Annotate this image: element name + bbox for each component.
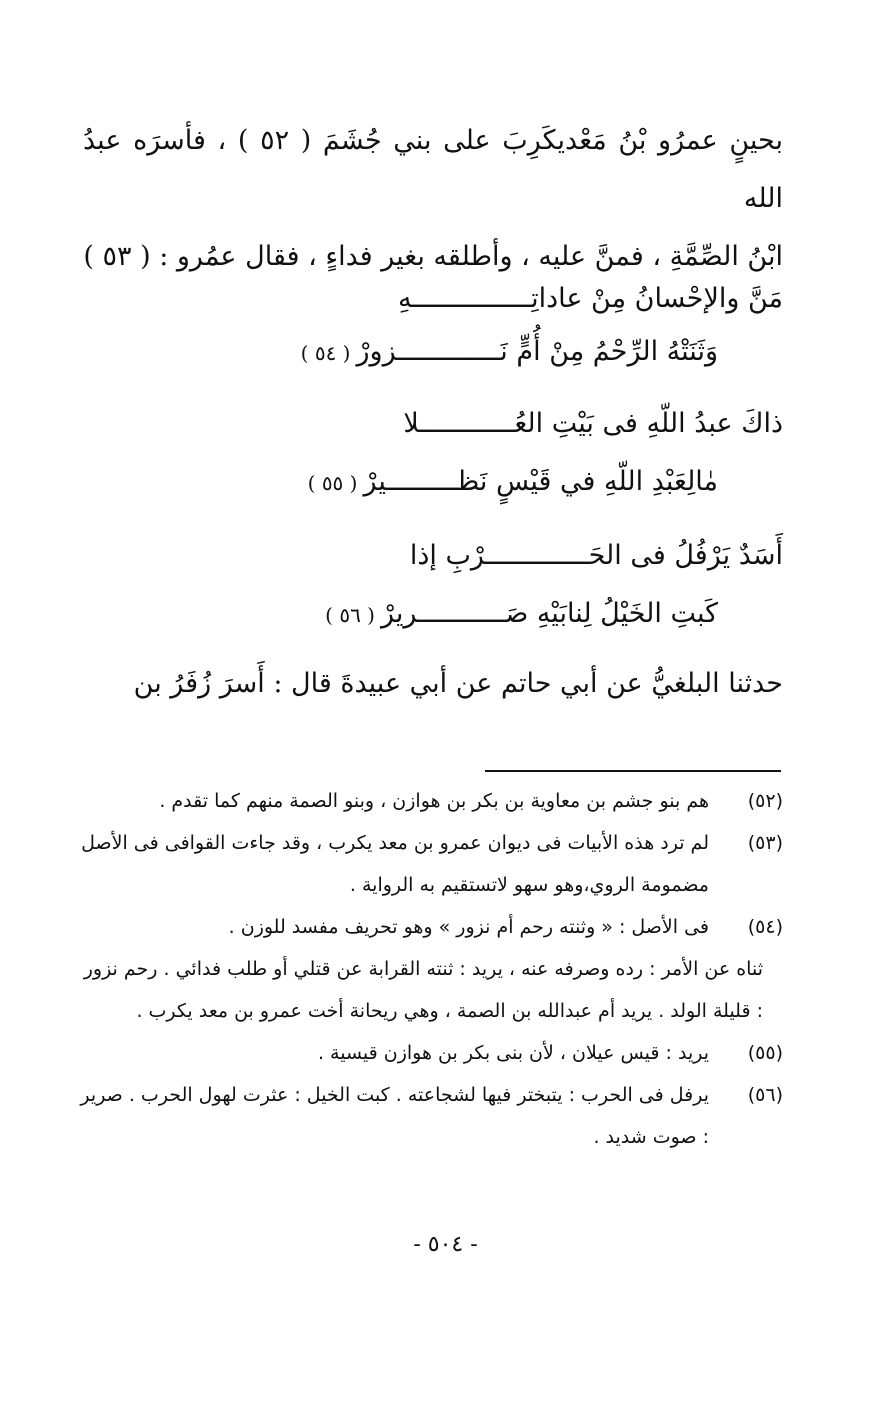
page-number: - ٥٠٤ - (413, 1232, 478, 1257)
footnote-text: يريد : قيس عيلان ، لأن بنى بكر بن هوازن قيسية . (317, 1042, 709, 1064)
footnote-text: يرفل فى الحرب : يتبختر فيها لشجاعته . كبت الخيل : عثرت لهول الحرب . صرير : صوت شديد . (80, 1084, 709, 1148)
footnote-text: ثناه عن الأمر : رده وصرفه عنه ، يريد : ثنته القرابة عن قتلي أو طلب فدائي . رحم نزور : قليلة الولد . يريد أم عبدالله بن الصمة ، وهي ريحانة أخت عمرو بن معد يكرب . (83, 958, 763, 1022)
footnote-separator (485, 770, 781, 772)
footnote (78, 1074, 783, 1158)
footnotes (78, 780, 783, 1158)
footnote-number: (٥٣) (747, 832, 783, 854)
footnote-text: لم ترد هذه الأبيات فى ديوان عمرو بن معد يكرب ، وقد جاءت القوافى فى الأصل مضمومة الروي،وهو سهو لاتستقيم به الرواية . (81, 832, 709, 896)
verse-second-hemistich (308, 466, 718, 497)
verse-text: وَثَنَتْهُ الرِّحْمُ مِنْ أُمٍّ نَـــــــــــــزورْ (356, 336, 718, 367)
footnote (78, 822, 783, 906)
footnote-gloss (78, 948, 783, 1032)
footnote-number: (٥٤) (747, 916, 783, 938)
verse-first-hemistich: مَنَّ والإحْسانُ مِنْ عاداتِـــــــــــــــهِ (397, 283, 783, 314)
footnote-number: (٥٥) (747, 1042, 783, 1064)
prose-paragraph (83, 112, 783, 286)
footnote (78, 1032, 783, 1074)
verse-note-number: ( ٥٤ ) (300, 341, 351, 365)
prose-line: ابْنُ الصِّمَّةِ ، فمنَّ عليه ، وأطلقه بغير فداءٍ ، فقال عمُرو : ( ٥٣ ) (83, 241, 783, 272)
footnote-number: (٥٢) (747, 790, 783, 812)
verse-second-hemistich (325, 598, 718, 629)
footnote-number: (٥٦) (747, 1084, 783, 1106)
verse-text: كَبتِ الخَيْلُ لِنابَيْهِ صَـــــــــــريرْ (381, 598, 718, 629)
verse-first-hemistich: أَسَدٌ يَرْفُلُ فى الحَـــــــــــــرْبِ إذا (409, 540, 783, 571)
footnote-text: هم بنو جشم بن معاوية بن بكر بن هوازن ، وبنو الصمة منهم كما تقدم . (159, 790, 709, 812)
prose-continuation: حدثنا البلغيُّ عن أبي حاتم عن أبي عبيدةَ قال : أَسرَ زُفَرُ بن (133, 668, 783, 699)
footnote (78, 906, 783, 948)
verse-note-number: ( ٥٦ ) (325, 603, 375, 627)
footnote (78, 780, 783, 822)
footnote-text: فى الأصل : « وثنته رحم أم نزور » وهو تحريف مفسد للوزن . (228, 916, 709, 938)
verse-note-number: ( ٥٥ ) (307, 471, 358, 495)
verse-text: مٰالِعَبْدِ اللّهِ في قَيْسٍ نَظـــــــــيرْ (363, 466, 718, 497)
verse-second-hemistich (301, 336, 718, 367)
verse-first-hemistich: ذاكَ عبدُ اللّهِ فى بَيْتِ العُــــــــــــلا (403, 408, 783, 439)
prose-line: بحينٍ عمرُو بْنُ مَعْديكَرِبَ على بني جُشَمَ ( ٥٢ ) ، فأسرَه عبدُ الله (83, 125, 783, 214)
